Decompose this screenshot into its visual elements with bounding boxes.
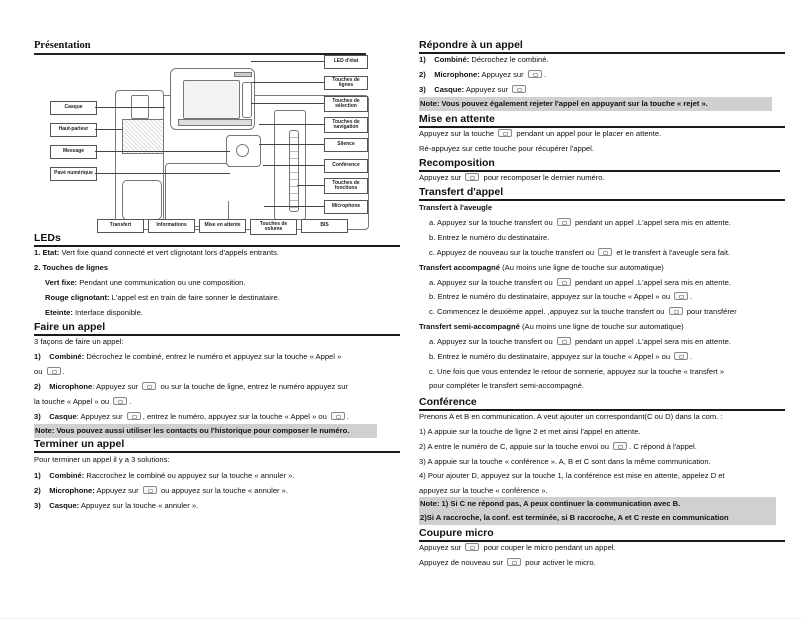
transfert-aveugle-c: c. Appuyez de nouveau sur la touche transfert ou et le transfert à l'aveugle sera fait. [429,248,731,257]
section-heading-leds: LEDs [34,232,61,244]
display-screen [183,80,240,119]
line-keys [242,82,252,118]
transfer-key-icon [557,337,571,345]
section-heading-faire-appel: Faire un appel [34,321,106,333]
callout-transfert: Transfert [97,219,144,233]
recomposition-line1: Appuyez sur pour recomposer le dernier numéro. [419,173,605,182]
callout-message: Message [50,145,97,159]
hold-key-icon [498,129,512,137]
transfert-accomp-b: b. Entrez le numéro du destinataire, appuyez sur la touche « Appel » ou . [429,292,693,301]
callout-bis: BIS [301,219,348,233]
heading-rule [34,451,400,453]
callout-touches-navigation: Touches de navigation [324,117,368,133]
coupure-line1: Appuyez sur pour couper le micro pendant un appel. [419,543,616,552]
transfer-key-icon [557,278,571,286]
leader-line [95,129,123,130]
transfert-semi-title: Transfert semi-accompagné (Au moins une ligne de touche sur automatique) [419,322,684,331]
function-keys [227,167,263,201]
led-vert-line: Vert fixe: Pendant une communication ou une composition. [45,278,246,287]
repondre-item2: 2) Microphone: Appuyez sur . [419,70,546,79]
leader-line [251,61,324,62]
faire-appel-note: Note: Vous pouvez aussi utiliser les contacts ou l'historique pour composer le numéro. [34,424,377,438]
faire-appel-intro: 3 façons de faire un appel: [34,337,124,346]
heading-rule [419,199,785,201]
callout-pave-numerique: Pavé numérique [50,167,97,181]
attente-line1: Appuyez sur la touche pendant un appel pour le placer en attente. [419,129,662,138]
heading-rule [419,170,780,172]
heading-rule [419,126,785,128]
callout-touches-selection: Touches de sélection [324,96,368,112]
call-key-icon [674,292,688,300]
transfert-semi-c: c. Une fois que vous entendez le retour de sonnerie, appuyez sur la touche « transfert » [429,367,725,376]
terminer-item1: 1) Combiné: Raccrochez le combiné ou appuyez sur la touche « annuler ». [34,471,295,480]
terminer-item3: 3) Casque: Appuyez sur la touche « annuler ». [34,501,199,510]
repondre-note: Note: Vous pouvez également rejeter l'appel en appuyant sur la touche « rejet ». [419,97,772,111]
callout-led-etat: LED d'état [324,55,368,69]
leader-line [251,103,324,104]
transfer-key-icon [557,218,571,226]
terminer-intro: Pour terminer un appel il y a 3 solutions: [34,455,170,464]
status-led [234,72,252,77]
speaker-key-icon [142,382,156,390]
repondre-item1: 1) Combiné: Décrochez le combiné. [419,55,549,64]
headset-key-icon [127,412,141,420]
callout-mise-en-attente: Mise en attente [199,219,246,233]
led-lignes-title: 2. Touches de lignes [34,263,109,272]
callout-touches-lignes: Touches de lignes [324,76,368,90]
callout-informations: Informations [148,219,195,233]
speaker-key-icon [143,486,157,494]
page-title: Présentation [34,40,91,51]
transfer-key-icon [669,307,683,315]
faire-appel-item1: 1) Combiné: Décrochez le combiné, entrez le numéro et appuyez sur la touche « Appel » [34,352,342,361]
leader-line [95,107,165,108]
speaker-key-icon [528,70,542,78]
transfert-semi-a: a. Appuyez sur la touche transfert ou pendant un appel .L'appel sera mis en attente. [429,337,731,346]
transfert-aveugle-title: Transfert à l'aveugle [419,203,493,212]
led-eteinte-line: Eteinte: Interface disponible. [45,308,143,317]
attente-line2: Ré-appuyez sur cette touche pour récupérer l'appel. [419,144,594,153]
conference-step1: 1) A appuie sur la touche de ligne 2 et met ainsi l'appel en attente. [419,427,641,436]
section-heading-attente: Mise en attente [419,113,495,125]
transfer-key-icon [598,248,612,256]
leader-line [259,124,324,125]
leader-line [95,173,230,174]
leader-line [251,82,324,83]
leader-line [297,185,324,186]
section-heading-transfert: Transfert d'appel [419,186,504,198]
heading-rule [34,245,400,247]
phone-diagram [34,55,400,235]
callout-microphone: Microphone [324,200,368,214]
conference-step2: 2) A entre le numéro de C, appuie sur la touche envoi ou . C répond à l'appel. [419,442,697,451]
section-heading-repondre: Répondre à un appel [419,39,523,51]
faire-appel-item2-cont: la touche « Appel » ou . [34,397,132,406]
leader-line [264,206,324,207]
coupure-line2: Appuyez de nouveau sur pour activer le micro. [419,558,596,567]
callout-touches-fonctions: Touches de fonctions [324,178,368,194]
section-heading-conference: Conférence [419,396,477,408]
callout-casque: Casque [50,101,97,115]
mute-key-icon [507,558,521,566]
softkeys [178,119,252,126]
conference-step4: 4) Pour ajouter D, appuyez sur la touche 1, la conférence est mise en attente, appelez D et [419,471,725,480]
terminer-item2: 2) Microphone: Appuyez sur ou appuyez sur la touche « annuler ». [34,486,289,495]
conference-intro: Prenons A et B en communication. A veut ajouter un correspondant(C ou D) dans la com. : [419,412,723,421]
transfert-accomp-title: Transfert accompagné (Au moins une ligne de touche sur automatique) [419,263,664,272]
speaker-grille [122,119,164,154]
conference-note2: 2)Si A raccroche, la conf. est terminée, si B raccroche, A et C reste en communication [419,511,776,525]
section-heading-recomposition: Recomposition [419,157,495,169]
transfert-accomp-a: a. Appuyez sur la touche transfert ou pendant un appel .L'appel sera mis en attente. [429,278,731,287]
call-key-icon [331,412,345,420]
dss-keys [289,130,299,212]
heading-rule [419,409,785,411]
handset-rest [122,180,162,220]
page-bottom-edge [0,618,802,619]
conference-note1: Note: 1) Si C ne répond pas, A peux continuer la communication avec B. [419,497,776,511]
transfert-accomp-c: c. Commencez le deuxième appel. ,appuyez sur la touche transfert ou pour transférer [429,307,737,316]
nav-ok [236,144,249,157]
callout-haut-parleur: Haut-parleur [50,123,97,137]
callout-touches-volume: Touches de volume [250,219,297,235]
section-heading-terminer: Terminer un appel [34,438,125,450]
redial-key-icon [465,173,479,181]
transfert-aveugle-b: b. Entrez le numéro du destinataire. [429,233,550,242]
heading-rule [34,334,400,336]
heading-rule [419,52,785,54]
headset-key-icon [512,85,526,93]
callout-silence: Silence [324,138,368,152]
repondre-item3: 3) Casque: Appuyez sur [419,85,528,95]
transfert-semi-c-cont: pour compléter le transfert semi-accompagné. [429,381,584,390]
transfert-semi-b: b. Entrez le numéro du destinataire, appuyez sur la touche « Appel » ou . [429,352,693,361]
heading-rule [419,540,785,542]
led-rouge-line: Rouge clignotant: L'appel est en train de faire sonner le destinataire. [45,293,280,302]
conference-step3: 3) A appuie sur la touche « conférence ». A, B et C sont dans la même communication. [419,457,711,466]
transfert-aveugle-a: a. Appuyez sur la touche transfert ou pendant un appel .L'appel sera mis en attente. [429,218,731,227]
section-heading-coupure: Coupure micro [419,527,494,539]
mute-key-icon [465,543,479,551]
leader-line [95,151,230,152]
faire-appel-item3: 3) Casque: Appuyez sur , entrez le numéro, appuyez sur la touche « Appel » ou . [34,412,350,421]
leader-line [263,165,324,166]
leader-line [259,144,324,145]
call-key-icon [113,397,127,405]
call-key-icon [613,442,627,450]
faire-appel-item1-cont: ou . [34,367,65,376]
callout-conference: Conférence [324,159,368,173]
faire-appel-item2: 2) Microphone: Appuyez sur ou sur la touche de ligne, entrez le numéro appuyez sur [34,382,348,391]
led-etat-line: 1. Etat: Vert fixe quand connecté et vert clignotant lors d'appels entrants. [34,248,280,257]
call-key-icon [47,367,61,375]
conference-step4-cont: appuyez sur la touche « conférence ». [419,486,548,495]
call-key-icon [674,352,688,360]
